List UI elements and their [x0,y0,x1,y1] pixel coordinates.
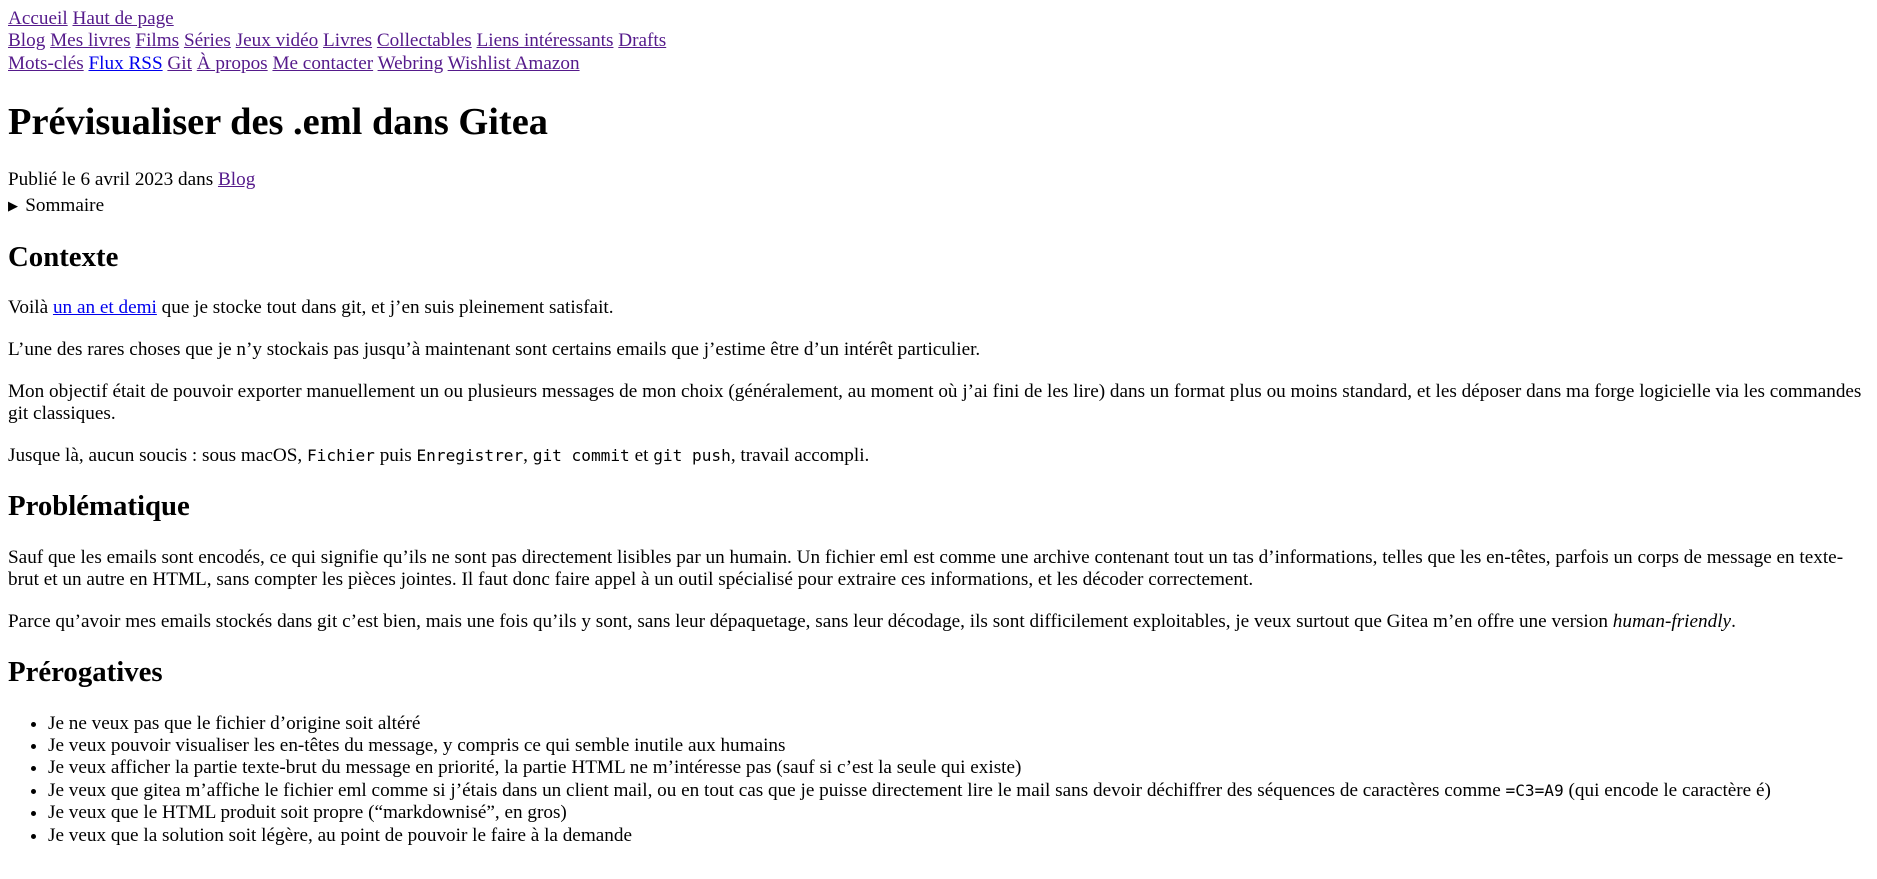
list-item: • Je veux que gitea m’affiche le fichier eml comme si j’étais dans un client mail, ou en tout cas que je puisse directement lire le mail sans devoir déchiffrer des séquences de caractères comme =C3=A9 (qui encode le caractère é) [48,780,1869,802]
nav-link-drafts[interactable]: Drafts [618,30,667,52]
paragraph: Mon objectif était de pouvoir exporter manuellement un ou plusieurs messages de mon choix (généralement, au moment où j’ai fini de les lire) dans un format plus ou moins standard, et les déposer dans ma forge logicielle via les commandes git classiques. [8,380,1862,424]
emphasis-text: human-friendly [1612,610,1732,632]
paragraph: Voilà un an et demi que je stocke tout dans git, et j’en suis pleinement satisfait. [8,297,614,319]
nav-link-films[interactable]: Films [135,30,180,52]
nav-link-wishlist-amazon[interactable]: Wishlist Amazon [447,52,580,74]
paragraph: Jusque là, aucun soucis : sous macOS, Fichier puis Enregistrer, git commit et git push, travail accompli. [8,444,870,466]
nav-link-git[interactable]: Git [167,52,192,74]
toc-details[interactable] [8,195,1869,217]
toc-summary[interactable] [8,195,1869,217]
nav-link-accueil[interactable]: Accueil [8,8,68,29]
nav-link-haut-de-page[interactable]: Haut de page [72,8,174,29]
inline-code: git push [653,445,731,465]
toc-summary-label: Sommaire [25,195,105,217]
section-heading-contexte: Contexte [8,240,119,273]
bullet-list [8,713,1869,848]
inline-code: Fichier [306,445,375,465]
nav-row-2 [8,30,1869,52]
nav-link-webring[interactable]: Webring [377,52,444,74]
section-heading-prerogatives: Prérogatives [8,655,163,688]
list-item: • Je veux que la solution soit légère, au point de pouvoir le faire à la demande [48,825,1869,847]
inline-code: git commit [532,445,630,465]
nav-link-collectables[interactable]: Collectables [376,30,472,52]
nav-link-liens-interessants[interactable]: Liens intéressants [476,30,614,52]
nav-link-a-propos[interactable]: À propos [196,52,268,74]
triangle-right-icon: ▶ [8,199,19,215]
nav-link-mes-livres[interactable]: Mes livres [50,30,131,52]
nav-link-livres[interactable]: Livres [323,30,373,52]
list-item: • Je veux afficher la partie texte-brut du message en priorité, la partie HTML ne m’intéresse pas (sauf si c’est la seule qui existe) [48,757,1869,779]
page [8,8,1869,847]
article-body [8,242,1869,848]
nav-link-series[interactable]: Séries [183,30,231,52]
paragraph: L’une des rares choses que je n’y stockais pas jusqu’à maintenant sont certains emails que j’estime être d’un intérêt particulier. [8,338,981,360]
inline-link[interactable]: Blog [217,169,256,191]
nav-link-blog[interactable]: Blog [8,30,46,52]
nav-row-3 [8,53,1869,75]
nav-link-flux-rss[interactable]: Flux RSS [88,52,163,74]
section-heading-problematique: Problématique [8,489,190,522]
paragraph: Parce qu’avoir mes emails stockés dans git c’est bien, mais une fois qu’ils y sont, sans leur dépaquetage, sans leur décodage, ils sont difficilement exploitables, je veux surtout que Gitea m’en offre une version human-friendly. [8,610,1736,632]
paragraph: Sauf que les emails sont encodés, ce qui signifie qu’ils ne sont pas directement lisibles par un humain. Un fichier eml est comme une archive contenant tout un tas d’informations, telles que les en-têtes, parfois un corps de message en texte-brut et un autre en HTML, sans compter les pièces jointes. Il faut donc faire appel à un outil spécialisé pour extraire ces informations, et les décoder correctement. [8,546,1844,590]
nav-link-mots-cles[interactable]: Mots-clés [8,52,84,74]
nav-link-jeux-video[interactable]: Jeux vidéo [235,30,319,52]
post-meta: Publié le 6 avril 2023 dans Blog [8,169,256,191]
page-title: Prévisualiser des .eml dans Gitea [8,101,548,144]
nav-link-me-contacter[interactable]: Me contacter [272,52,374,74]
list-item: • Je veux que le HTML produit soit propre (“markdownisé”, en gros) [48,802,1869,824]
inline-code: Enregistrer [416,445,524,465]
list-item: • Je ne veux pas que le fichier d’origine soit altéré [48,713,1869,735]
inline-link[interactable]: un an et demi [52,297,157,319]
list-item: • Je veux pouvoir visualiser les en-têtes du message, y compris ce qui semble inutile aux humains [48,735,1869,757]
inline-code: =C3=A9 [1505,780,1564,800]
nav-row-1 [8,8,1869,30]
site-nav [8,8,1869,75]
